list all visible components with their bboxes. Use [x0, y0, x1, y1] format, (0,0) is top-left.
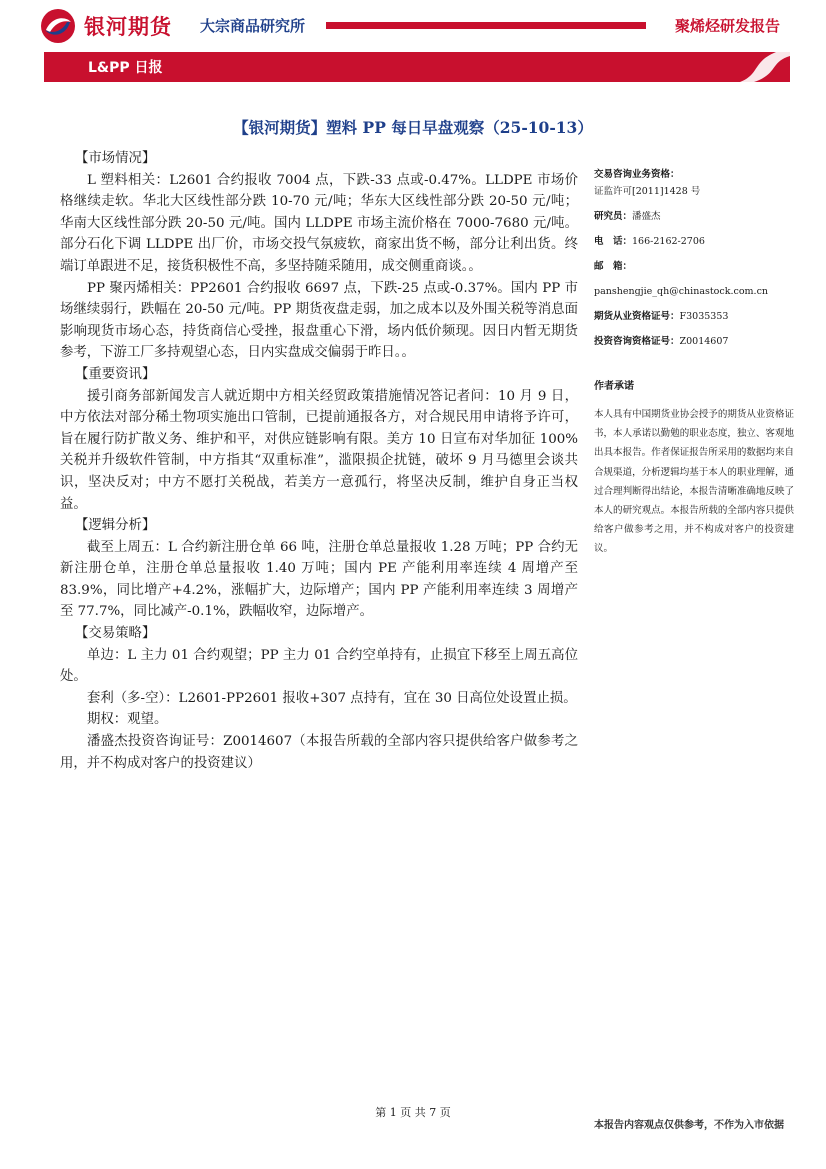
section-heading-logic: 【逻辑分析】 — [75, 518, 156, 534]
logic-paragraph: 截至上周五：L 合约新注册仓单 66 吨，注册仓单总量报收 1.28 万吨；PP 合约无新注册仓单，注册仓单总量报收 1.40 万吨；国内 PE 产能利用率连续 4 周增产至 83.9%，同比增产+4.2%，涨幅扩大，边际增产；国内 PP 产能利用率连续 3 周增产至 77.7%，同比减产-0.1%，跌幅收窄，边际增产。 — [60, 539, 578, 620]
phone-number: 166-2162-2706 — [632, 236, 705, 247]
news-paragraph: 援引商务部新闻发言人就近期中方相关经贸政策措施情况答记者问：10 月 9 日，中方依法对部分稀土物项实施出口管制，已提前通报各方，对合规民用申请将予许可，旨在履行防扩散义务、维护和平，对供应链影响有限。美方 10 日宣布对华加征 100%关税并升级软件管制，中方指其“双重标准”，滥限损企扰链，破坏 9 月马德里会谈共识，坚决反对；中方不愿打关税战，若美方一意孤行，将坚决反制，维护自身正当权益。 — [60, 388, 578, 512]
pledge-heading: 作者承诺 — [594, 381, 634, 392]
advisory-cert-number: Z0014607 — [679, 336, 729, 347]
phone-row: 电 话：166-2162-2706 — [594, 236, 705, 247]
page-indicator: 第 1 页 共 7 页 — [375, 1106, 451, 1119]
brand-name: 银河期货 — [84, 15, 172, 39]
section-heading-news: 【重要资讯】 — [75, 366, 156, 382]
section-heading-market: 【市场情况】 — [75, 151, 156, 166]
strategy-options: 期权：观望。 — [87, 712, 168, 728]
advisor-disclaimer: 潘盛杰投资咨询证号：Z0014607（本报告所载的全部内容只提供给客户做参考之用，并不构成对客户的投资建议） — [60, 734, 578, 771]
email-label: 邮 箱： — [594, 261, 633, 272]
main-content — [60, 148, 578, 774]
futures-cert-number: F3035353 — [679, 311, 729, 322]
galaxy-logo-icon — [40, 8, 76, 44]
report-type: 聚烯烃研发报告 — [674, 17, 780, 35]
researcher-row: 研究员：潘盛杰 — [594, 211, 661, 222]
futures-cert-row: 期货从业资格证号：F3035353 — [594, 311, 729, 322]
banner-label: L&PP 日报 — [88, 60, 163, 76]
market-paragraph-pp: PP 聚丙烯相关：PP2601 合约报收 6697 点，下跌-25 点或-0.37%。国内 PP 市场继续弱行，跌幅在 20-50 元/吨。PP 期货夜盘走弱，加之成本以及外围关税等消息面影响现货市场心态，持货商信心受挫，报盘重心下滑，场内低价频现。因日内暂无期货参考，下游工厂多持观望心态，日内实盘成交偏弱于昨日。。 — [60, 280, 578, 361]
institute-name: 大宗商品研究所 — [200, 17, 306, 35]
strategy-arbitrage: 套利（多-空）：L2601-PP2601 报收+307 点持有，宜在 30 日高位处设置止损。 — [87, 690, 577, 706]
page-title: 【银河期货】塑料 PP 每日早盘观察（25-10-13） — [233, 118, 593, 137]
sidebar — [594, 166, 794, 559]
section-heading-strategy: 【交易策略】 — [75, 626, 156, 642]
header-rule — [326, 22, 646, 29]
strategy-single: 单边：L 主力 01 合约观望；PP 主力 01 合约空单持有，止损宜下移至上周五高位处。 — [60, 647, 578, 685]
advisory-cert-row: 投资咨询资格证号：Z0014607 — [594, 336, 729, 347]
swoosh-icon — [730, 52, 790, 82]
pledge-text: 本人具有中国期货业协会授予的期货从业资格证书，本人承诺以勤勉的职业态度，独立、客观地出具本报告。作者保证报告所采用的数据均来自合规渠道，分析逻辑均基于本人的职业理解，通过合理判断得出结论，本报告清晰准确地反映了本人的研究观点。本报告所载的全部内容只提供给客户做参考之用，并不构成对客户的投资建议。 — [594, 409, 794, 555]
researcher-name: 潘盛杰 — [632, 211, 661, 222]
market-paragraph-pe: L 塑料相关：L2601 合约报收 7004 点，下跌-33 点或-0.47%。LLDPE 市场价格继续走软。华北大区线性部分跌 10-70 元/吨；华东大区线性部分跌 20-50 元/吨；华南大区线性部分跌 20-50 元/吨。国内 LLDPE 市场主流价格在 7000-7680 元/吨。部分石化下调 LLDPE 出厂价，市场交投气氛疲软，商家出货不畅，部分让利出货。终端订单跟进不足，接货积极性不高，多坚持随采随用，成交侧重商谈。。 — [60, 172, 578, 274]
footer-disclaimer: 本报告内容观点仅供参考，不作为入市依据 — [594, 1120, 784, 1131]
email-address: panshengjie_qh@chinastock.com.cn — [594, 286, 769, 297]
report-banner — [44, 52, 790, 82]
license-number: 证监许可[2011]1428 号 — [594, 186, 701, 197]
qualification-label: 交易咨询业务资格： — [594, 169, 680, 180]
